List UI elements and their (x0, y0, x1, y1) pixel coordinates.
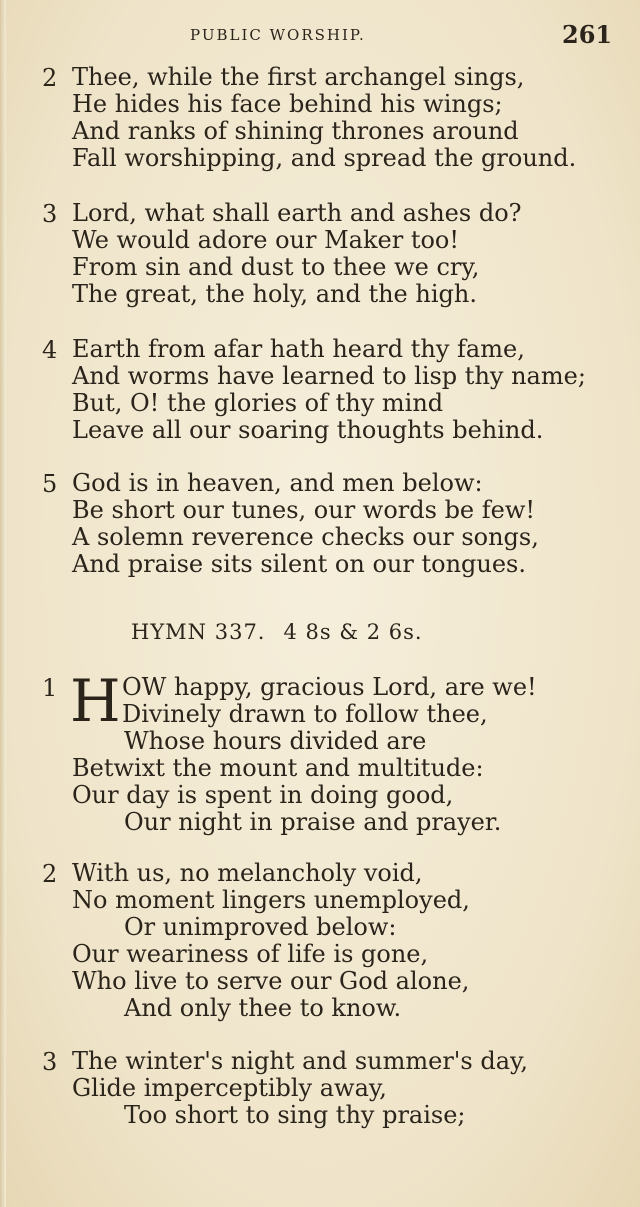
hymn-meter: 4 8s & 2 6s. (283, 620, 423, 644)
verse-line: Too short to sing thy praise; (124, 1101, 466, 1129)
verse-line: Be short our tunes, our words be few! (72, 496, 536, 524)
verse-line: With us, no melancholy void, (72, 859, 423, 887)
verse-line: He hides his face behind his wings; (72, 90, 503, 118)
verse-line: Our weariness of life is gone, (72, 940, 429, 968)
verse-line: The winter's night and summer's day, (72, 1047, 528, 1075)
stanza-number: 4 (42, 336, 58, 364)
verse-line: Our day is spent in doing good, (72, 781, 454, 809)
stanza-number: 5 (42, 470, 58, 498)
verse-line: The great, the holy, and the high. (72, 280, 477, 308)
verse-line: Lord, what shall earth and ashes do? (72, 199, 522, 227)
stanza-number: 1 (42, 674, 58, 702)
verse-line: Fall worshipping, and spread the ground. (72, 144, 577, 172)
verse-line: Glide imperceptibly away, (72, 1074, 387, 1102)
verse-line: And worms have learned to lisp thy name; (72, 362, 586, 390)
verse-line: Thee, while the first archangel sings, (72, 63, 525, 91)
page-gutter (0, 0, 6, 1207)
verse-line: And only thee to know. (124, 994, 402, 1022)
verse-line: And praise sits silent on our tongues. (72, 550, 526, 578)
verse-line: Or unimproved below: (124, 913, 397, 941)
verse-line: Earth from afar hath heard thy fame, (72, 335, 525, 363)
stanza-number: 3 (42, 1048, 58, 1076)
stanza-number: 2 (42, 64, 58, 92)
verse-line: Our night in praise and prayer. (124, 808, 502, 836)
stanza-number: 2 (42, 860, 58, 888)
verse-line: God is in heaven, and men below: (72, 469, 483, 497)
verse-line: From sin and dust to thee we cry, (72, 253, 480, 281)
verse-line: A solemn reverence checks our songs, (72, 523, 539, 551)
verse-line: No moment lingers unemployed, (72, 886, 470, 914)
verse-line: But, O! the glories of thy mind (72, 389, 444, 417)
verse-line: Who live to serve our God alone, (72, 967, 470, 995)
hymn-heading (131, 620, 423, 644)
page-number: 261 (562, 20, 613, 49)
verse-line: We would adore our Maker too! (72, 226, 460, 254)
stanza-number: 3 (42, 200, 58, 228)
page-header (0, 20, 640, 50)
verse-line: And ranks of shining thrones around (72, 117, 519, 145)
verse-line: Betwixt the mount and multitude: (72, 754, 484, 782)
verse-line: OW happy, gracious Lord, are we! (122, 673, 537, 701)
hymn-title: HYMN 337. (131, 620, 266, 644)
verse-line: Leave all our soaring thoughts behind. (72, 416, 544, 444)
running-head: PUBLIC WORSHIP. (190, 26, 366, 44)
drop-cap: H (70, 667, 121, 735)
verse-line: Divinely drawn to follow thee, (122, 700, 488, 728)
verse-line: Whose hours divided are (124, 727, 427, 755)
